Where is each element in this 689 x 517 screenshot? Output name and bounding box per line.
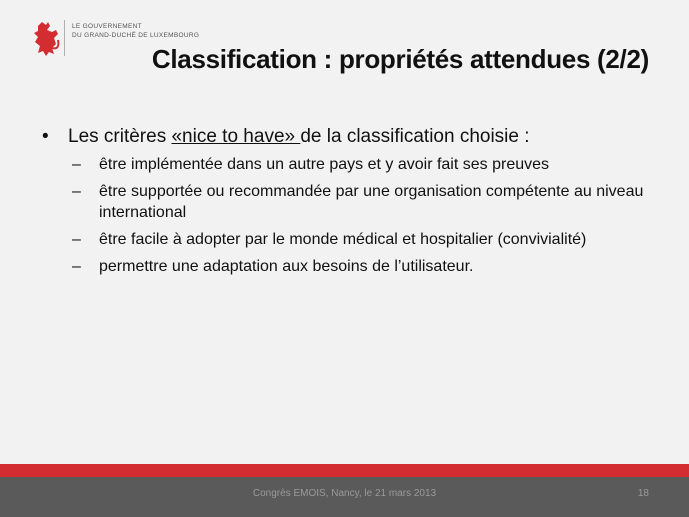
footer-text: Congrès EMOIS, Nancy, le 21 mars 2013	[252, 488, 437, 499]
sub-bullet-text: être implémentée dans un autre pays et y avoir fait ses preuves	[99, 156, 550, 173]
bullet-suffix: de la classification choisie :	[300, 126, 530, 147]
main-bullet-text	[68, 124, 530, 150]
sub-bullet-item	[72, 181, 659, 223]
sub-bullet-text: permettre une adaptation aux besoins de l’utilisateur.	[99, 258, 474, 275]
bullet-emphasis: «nice to have»	[171, 126, 301, 147]
dash-mark: –	[72, 231, 81, 248]
sub-bullet-item	[72, 154, 659, 175]
dash-mark: –	[72, 183, 81, 200]
sub-bullet-list	[42, 154, 659, 277]
government-line-1: LE GOUVERNEMENT	[72, 23, 142, 30]
sub-bullet-text: être supportée ou recommandée par une organisation compétente au niveau international	[99, 183, 644, 221]
government-line-2: DU GRAND-DUCHÉ DE LUXEMBOURG	[72, 32, 200, 39]
sub-bullet-item	[72, 256, 659, 277]
bullet-mark: •	[42, 126, 49, 147]
sub-bullet-text: être facile à adopter par le monde médical et hospitalier (convivialité)	[99, 231, 587, 248]
dash-mark: –	[72, 258, 81, 275]
footer	[0, 477, 689, 517]
slide-title: Classification : propriétés attendues (2/2)	[151, 44, 649, 74]
government-label	[72, 22, 199, 40]
main-bullet	[42, 124, 659, 150]
sub-bullet-item	[72, 229, 659, 250]
dash-mark: –	[72, 156, 81, 173]
accent-bar	[0, 464, 689, 477]
slide-content	[42, 124, 659, 283]
bullet-prefix: Les critères	[68, 126, 172, 147]
page-number: 18	[637, 488, 649, 499]
